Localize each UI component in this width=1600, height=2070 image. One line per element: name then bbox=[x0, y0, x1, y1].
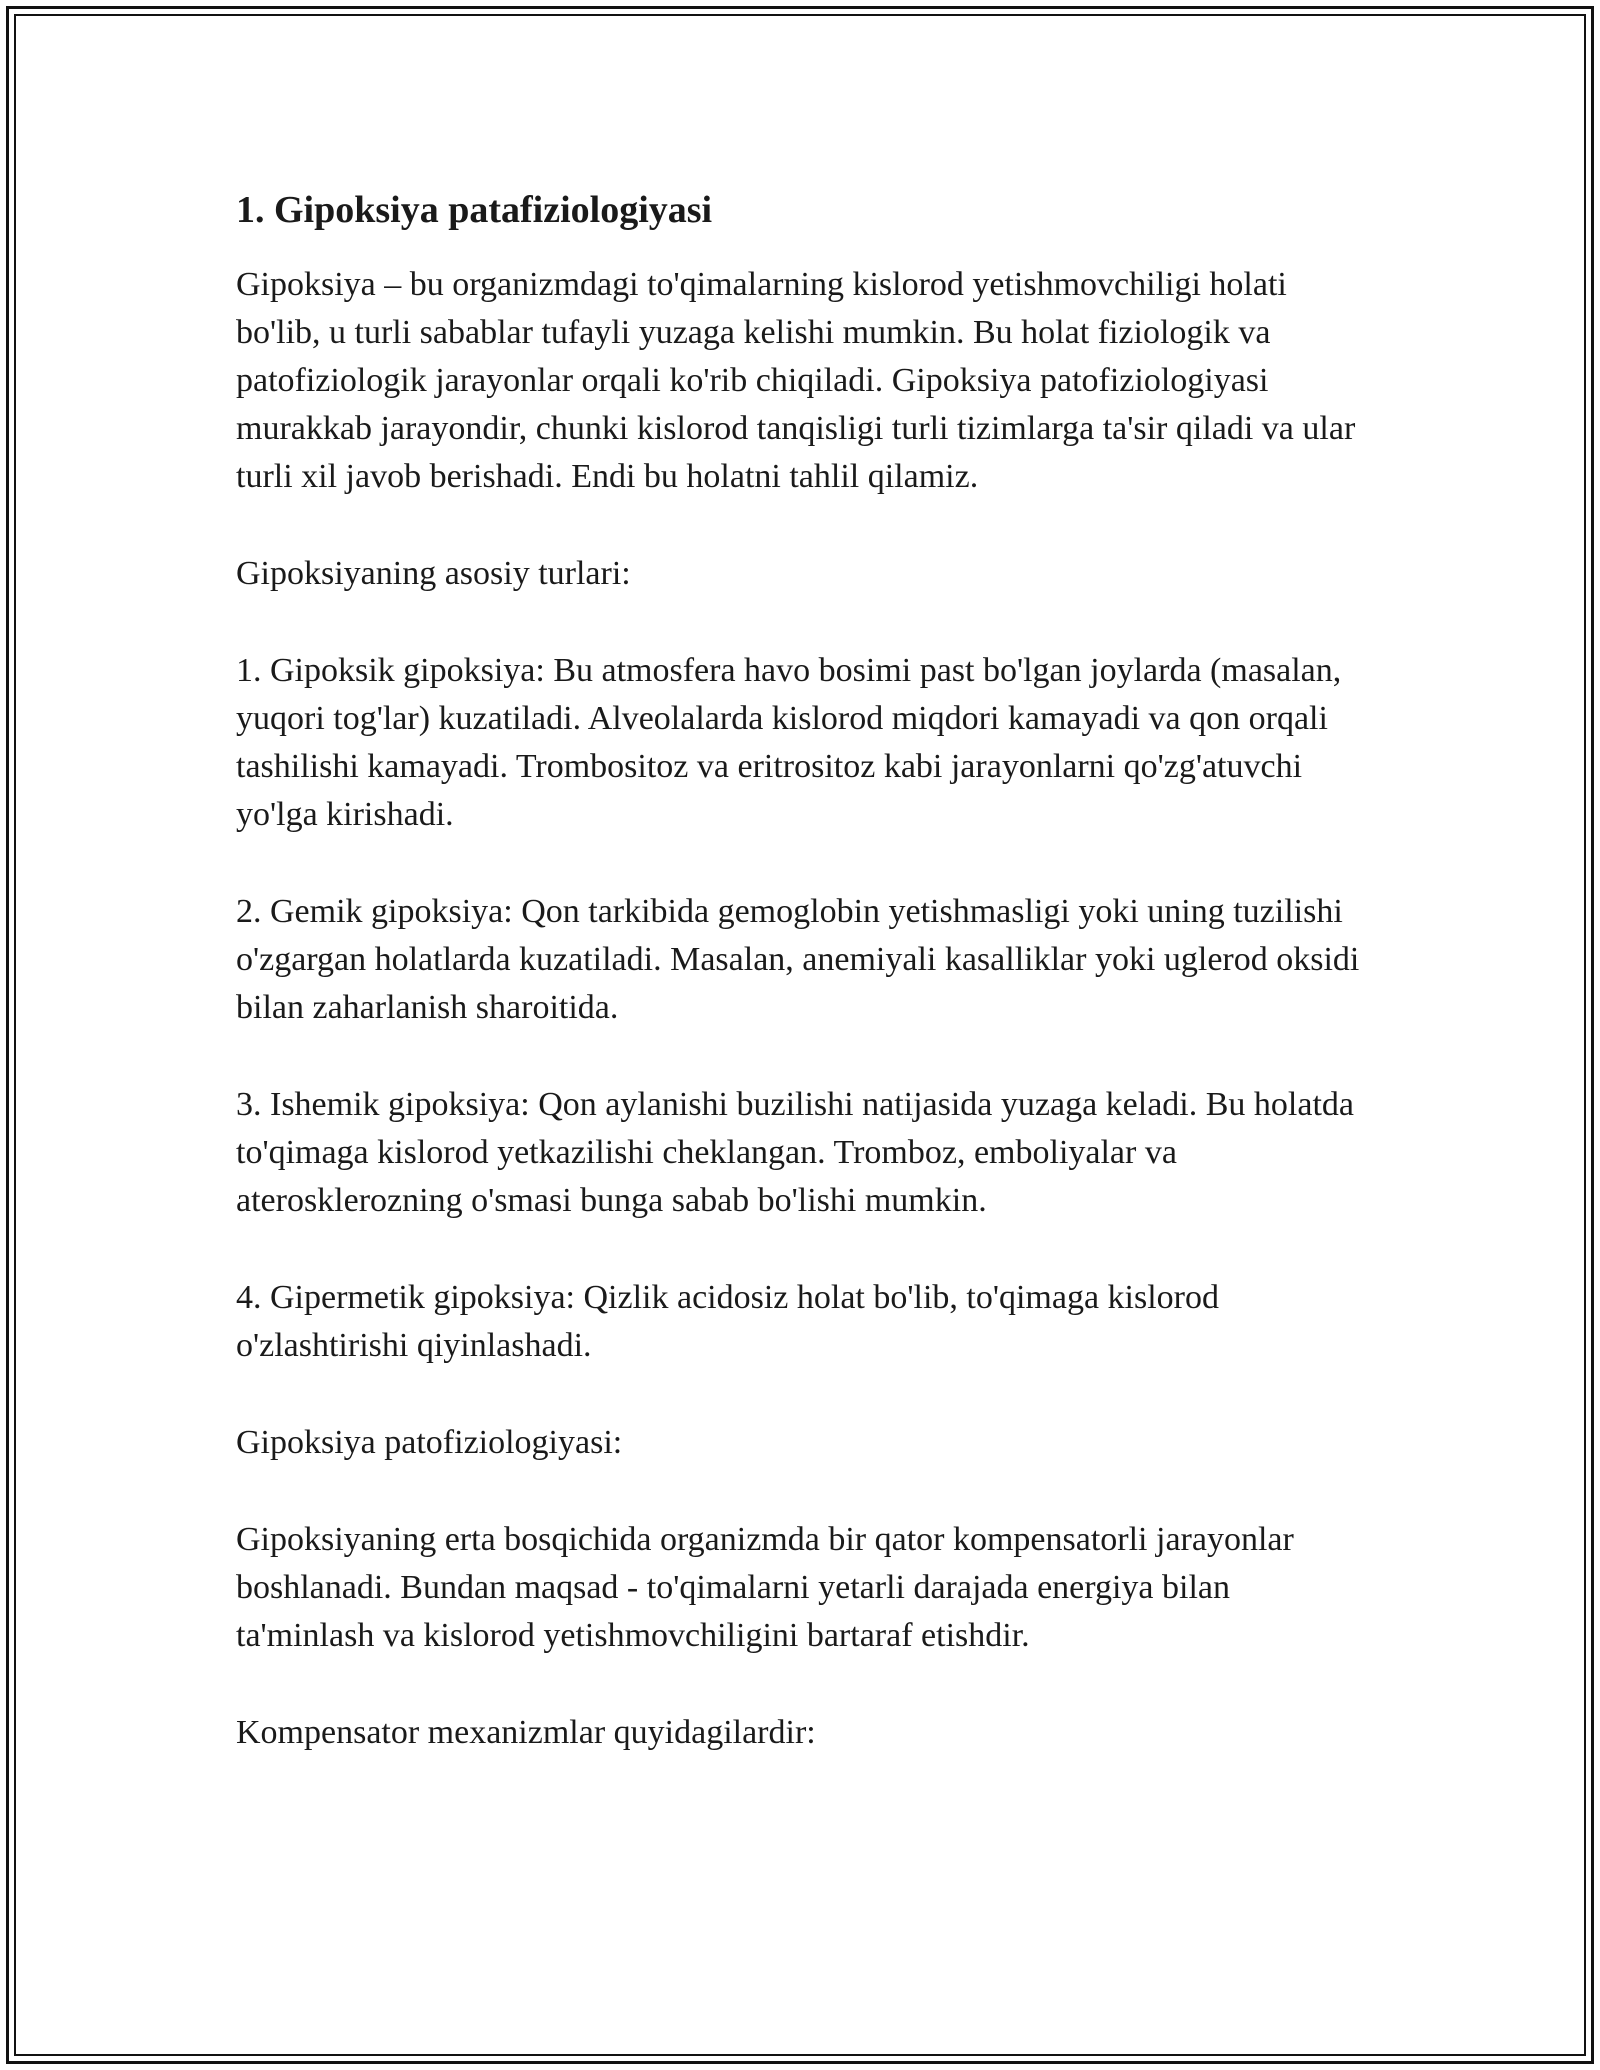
section-heading: 1. Gipoksiya patafiziologiyasi bbox=[236, 189, 713, 231]
compensatory-mechanisms-paragraph: Kompensator mexanizmlar quyidagilardir: bbox=[236, 1714, 816, 1752]
compensation-paragraph: Gipoksiyaning erta bosqichida organizmda bir qator kompensatorli jarayonlar boshlanadi. Bundan maqsad - to'qimalarni yetarli darajada energiya bilan ta'minlash va kislorod yetishmovchiligini bartaraf etishdir. bbox=[236, 1521, 1294, 1655]
ischemic-hypoxia-paragraph: 3. Ishemik gipoksiya: Qon aylanishi buzilishi natijasida yuzaga keladi. Bu holatda to'qimaga kislorod yetkazilishi cheklangan. Tromboz, emboliyalar va aterosklerozning o'smasi bunga sabab bo'lishi mumkin. bbox=[236, 1086, 1354, 1220]
document-body bbox=[236, 186, 1376, 1806]
hemic-hypoxia-paragraph: 2. Gemik gipoksiya: Qon tarkibida gemoglobin yetishmasligi yoki uning tuzilishi o'zgargan holatlarda kuzatiladi. Masalan, anemiyali kasalliklar yoki uglerod oksidi bilan zaharlanish sharoitida. bbox=[236, 893, 1360, 1027]
hypoxic-hypoxia-paragraph: 1. Gipoksik gipoksiya: Bu atmosfera havo bosimi past bo'lgan joylarda (masalan, yuqori tog'lar) kuzatiladi. Alveolalarda kislorod miqdori kamayadi va qon orqali tashilishi kamayadi. Trombositoz va eritrositoz kabi jarayonlarni qo'zg'atuvchi yo'lga kirishadi. bbox=[236, 652, 1342, 834]
pathophysiology-subheading-paragraph: Gipoksiya patofiziologiyasi: bbox=[236, 1424, 623, 1462]
hypermetic-hypoxia-paragraph: 4. Gipermetik gipoksiya: Qizlik acidosiz holat bo'lib, to'qimaga kislorod o'zlashtirishi qiyinlashadi. bbox=[236, 1279, 1219, 1365]
types-intro-paragraph: Gipoksiyaning asosiy turlari: bbox=[236, 555, 631, 593]
intro-paragraph: Gipoksiya – bu organizmdagi to'qimalarning kislorod yetishmovchiligi holati bo'lib, u turli sabablar tufayli yuzaga kelishi mumkin. Bu holat fiziologik va patofiziologik jarayonlar orqali ko'rib chiqiladi. Gipoksiya patofiziologiyasi murakkab jarayondir, chunki kislorod tanqisligi turli tizimlarga ta'sir qiladi va ular turli xil javob berishadi. Endi bu holatni tahlil qilamiz. bbox=[236, 266, 1356, 496]
